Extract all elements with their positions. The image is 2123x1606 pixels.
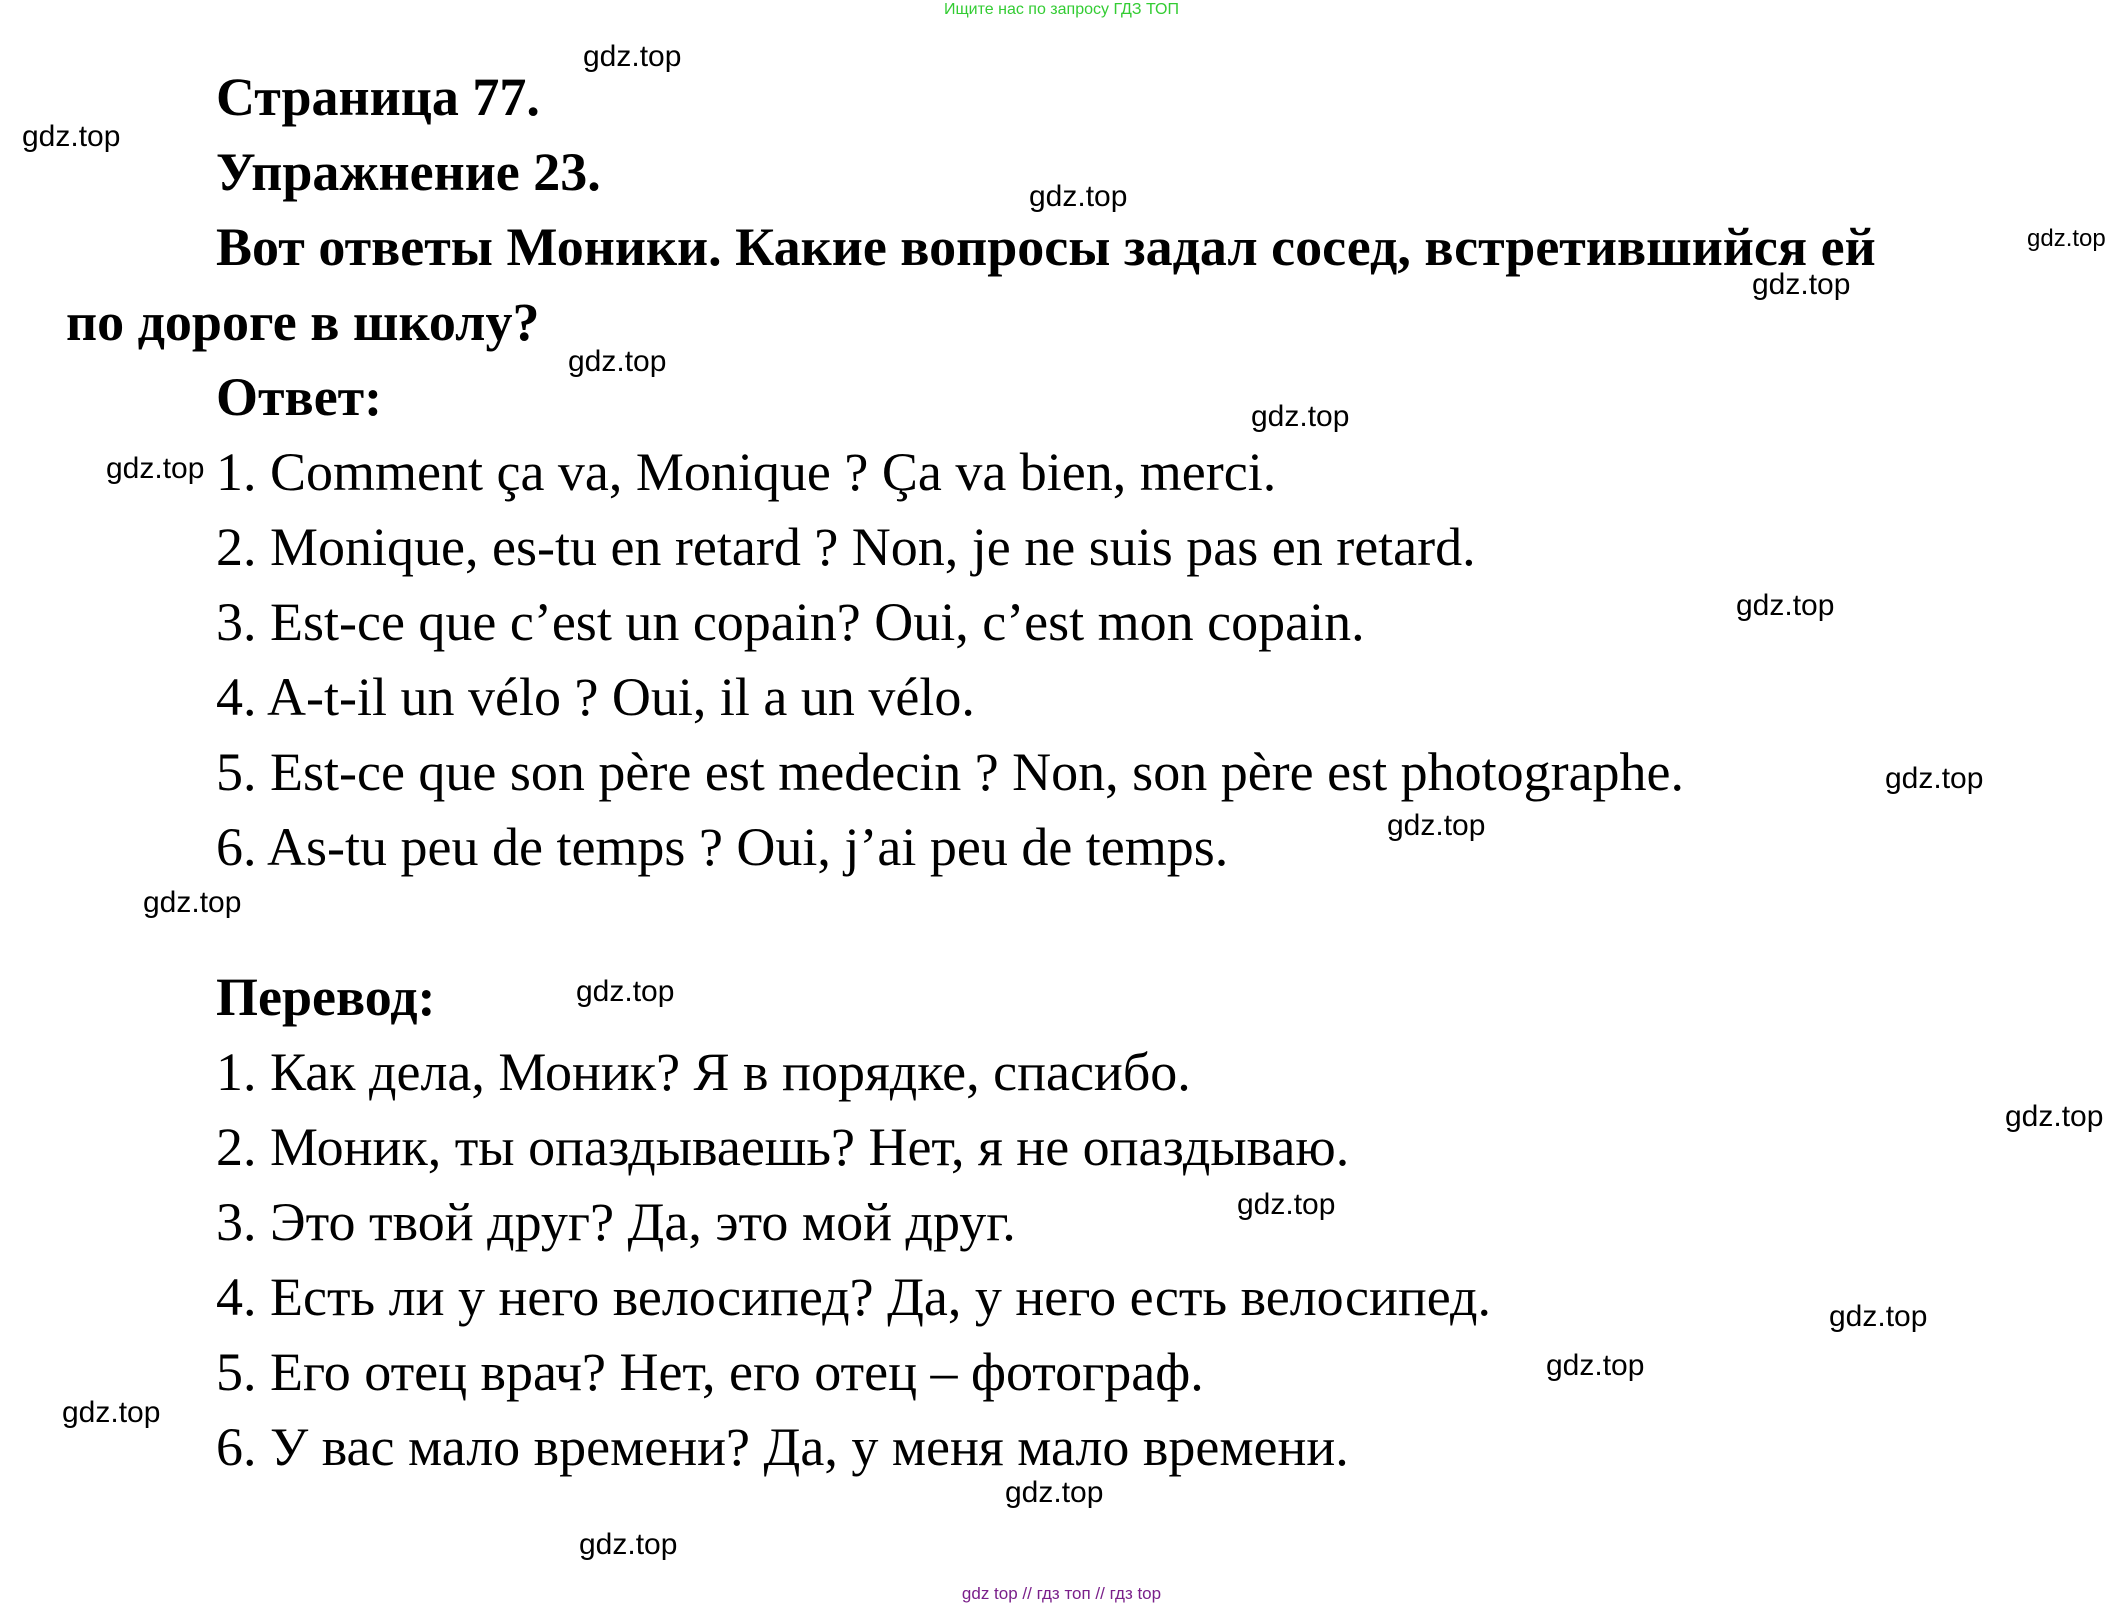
translation-label: Перевод: bbox=[216, 967, 436, 1027]
task-text-line-1: Вот ответы Моники. Какие вопросы задал сосед, встретившийся ей bbox=[216, 217, 1876, 277]
answer-item: 2. Monique, es-tu en retard ? Non, je ne suis pas en retard. bbox=[216, 517, 1476, 577]
top-banner: Ищите нас по запросу ГДЗ ТОП bbox=[944, 1, 1179, 18]
answer-item: 6. As-tu peu de temps ? Oui, j’ai peu de temps. bbox=[216, 817, 1229, 877]
watermark: gdz.top bbox=[143, 886, 242, 919]
watermark: gdz.top bbox=[579, 1528, 678, 1561]
watermark: gdz.top bbox=[568, 345, 667, 378]
watermark: gdz.top bbox=[1829, 1300, 1928, 1333]
watermark: gdz.top bbox=[2005, 1100, 2104, 1133]
footer-links: gdz top // гдз топ // гдз top bbox=[961, 1584, 1162, 1603]
watermark: gdz.top bbox=[106, 452, 205, 485]
translation-item: 6. У вас мало времени? Да, у меня мало времени. bbox=[216, 1417, 1349, 1477]
answer-item: 4. A-t-il un vélo ? Oui, il a un vélo. bbox=[216, 667, 975, 727]
page-title: Страница 77. bbox=[216, 67, 540, 127]
watermark: gdz.top bbox=[583, 40, 682, 73]
watermark: gdz.top bbox=[1251, 400, 1350, 433]
watermark: gdz.top bbox=[1736, 589, 1835, 622]
answer-label: Ответ: bbox=[216, 367, 383, 427]
translation-item: 4. Есть ли у него велосипед? Да, у него есть велосипед. bbox=[216, 1267, 1492, 1327]
watermark: gdz.top bbox=[1546, 1349, 1645, 1382]
translation-item: 2. Моник, ты опаздываешь? Нет, я не опаздываю. bbox=[216, 1117, 1350, 1177]
answer-item: 1. Comment ça va, Monique ? Ça va bien, merci. bbox=[216, 442, 1277, 502]
watermark: gdz.top bbox=[576, 975, 675, 1008]
watermark: gdz.top bbox=[1752, 268, 1851, 301]
translation-item: 5. Его отец врач? Нет, его отец – фотограф. bbox=[216, 1342, 1204, 1402]
answer-item: 3. Est-ce que c’est un copain? Oui, c’est mon copain. bbox=[216, 592, 1365, 652]
task-text-line-2: по дороге в школу? bbox=[66, 292, 540, 352]
watermark: gdz.top bbox=[1387, 809, 1486, 842]
watermark: gdz.top bbox=[1885, 762, 1984, 795]
exercise-title: Упражнение 23. bbox=[216, 142, 601, 202]
watermark: gdz.top bbox=[1029, 180, 1128, 213]
watermark: gdz.top bbox=[2027, 225, 2106, 252]
watermark: gdz.top bbox=[22, 120, 121, 153]
answer-item: 5. Est-ce que son père est medecin ? Non, son père est photographe. bbox=[216, 742, 1685, 802]
translation-item: 3. Это твой друг? Да, это мой друг. bbox=[216, 1192, 1016, 1252]
watermark: gdz.top bbox=[62, 1396, 161, 1429]
watermark: gdz.top bbox=[1005, 1476, 1104, 1509]
translation-item: 1. Как дела, Моник? Я в порядке, спасибо. bbox=[216, 1042, 1191, 1102]
watermark: gdz.top bbox=[1237, 1188, 1336, 1221]
